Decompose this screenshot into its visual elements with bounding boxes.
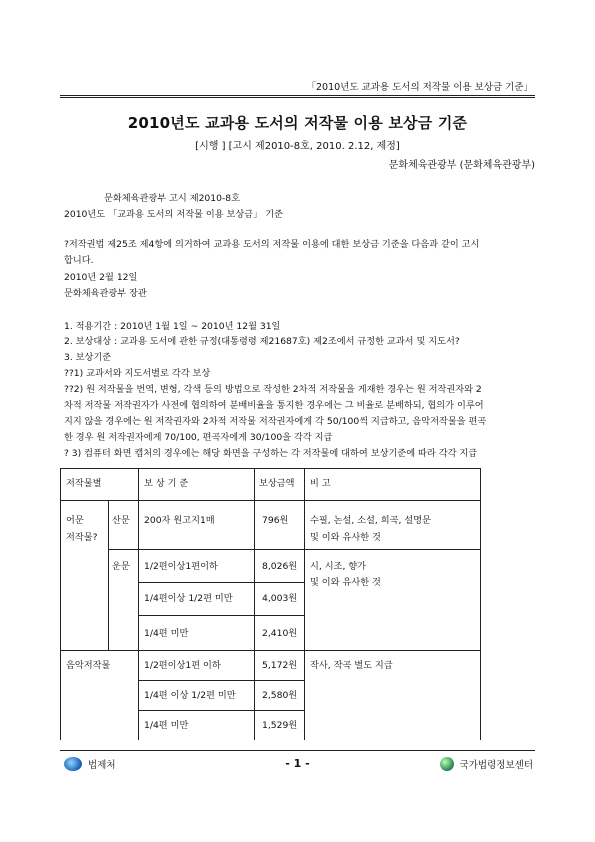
footer-right-label: 국가법령정보센터 xyxy=(459,760,533,771)
table-rule-row6 xyxy=(138,710,304,711)
minister-line: 문화체육관광부 장관 xyxy=(64,288,147,299)
sub-item-1: ??1) 교과서와 지도서별로 각각 보상 xyxy=(64,368,211,379)
sub-item-2-line-3: 지지 않을 경우에는 원 저작권자와 2차적 저작물 저작권자에게 각 50/100씩 지급하고, 음악저작물을 편곡 xyxy=(64,416,487,427)
agency-label: 문화체육관광부 (문화체육관광부) xyxy=(388,160,535,171)
document-title: 2010년도 교과용 도서의 저작물 이용 보상금 기준 xyxy=(127,114,468,132)
footer-rule xyxy=(60,750,535,751)
table-cell-category: 음악저작물 xyxy=(66,660,111,671)
table-cell-criteria: 1/4편 이상 1/2편 미만 xyxy=(144,690,236,701)
table-cell-amount: 4,003원 xyxy=(262,593,298,604)
item-1: 1. 적용기간 : 2010년 1월 1일 ~ 2010년 12월 31일 xyxy=(64,321,281,332)
table-cell-category-cont: 저작물? xyxy=(66,532,98,543)
intro-line-2: 합니다. xyxy=(64,255,94,266)
table-header-amount: 보상금액 xyxy=(259,478,295,489)
table-rule-row5 xyxy=(138,680,304,681)
notice-line-2: 2010년도 「교과용 도서의 저작물 이용 보상금」 기준 xyxy=(64,209,284,220)
table-rule-row1 xyxy=(108,549,480,550)
table-border-left xyxy=(60,468,61,740)
table-cell-criteria: 1/4편이상 1/2편 미만 xyxy=(144,593,233,604)
table-cell-category: 어문 xyxy=(66,515,84,526)
sub-item-2-line-1: ??2) 원 저작물을 번역, 변형, 각색 등의 방법으로 작성한 2차적 저작물을 게재한 경우는 원 저작권자와 2 xyxy=(64,384,482,395)
table-cell-criteria: 200자 원고지1매 xyxy=(144,515,215,526)
table-cell-subtype: 운문 xyxy=(112,561,130,572)
table-cell-amount: 1,529원 xyxy=(262,720,298,731)
table-cell-criteria: 1/4편 미만 xyxy=(144,720,189,731)
table-cell-remarks-cont: 및 이와 유사한 것 xyxy=(310,532,381,543)
table-rule-header xyxy=(60,500,480,501)
header-rule xyxy=(60,95,535,96)
table-header-remarks: 비 고 xyxy=(310,478,331,489)
table-cell-criteria: 1/4편 미만 xyxy=(144,628,189,639)
table-cell-criteria: 1/2편이상1편 이하 xyxy=(144,660,221,671)
table-cell-remarks-cont: 및 이와 유사한 것 xyxy=(310,577,381,588)
table-rule-row3 xyxy=(138,615,304,616)
table-rule-top xyxy=(60,468,480,469)
table-rule-row2 xyxy=(138,582,304,583)
table-col-divider-1 xyxy=(108,500,109,650)
notice-line-1: 문화체육관광부 고시 제2010-8호 xyxy=(104,193,241,204)
sub-item-2-line-4: 한 경우 원 저작권자에게 70/100, 편곡자에게 30/100을 각각 지급 xyxy=(64,432,333,443)
table-cell-remarks: 시, 시조, 향가 xyxy=(310,561,367,572)
table-cell-remarks: 수필, 논설, 소설, 희곡, 설명문 xyxy=(310,515,431,526)
item-2: 2. 보상대상 : 교과용 도서에 관한 규정(대통령령 제21687호) 제2조에서 규정한 교과서 및 지도서? xyxy=(64,336,460,347)
table-cell-amount: 796원 xyxy=(262,515,289,526)
document-subtitle: [시행 ] [고시 제2010-8호, 2010. 2.12, 제정] xyxy=(195,141,400,152)
date-line: 2010년 2월 12일 xyxy=(64,272,138,283)
table-col-divider-3 xyxy=(254,468,255,740)
table-col-divider-4 xyxy=(304,468,305,740)
table-header-criteria: 보 상 기 준 xyxy=(144,478,189,489)
table-cell-amount: 2,580원 xyxy=(262,690,298,701)
table-col-divider-2 xyxy=(138,468,139,740)
table-cell-subtype: 산문 xyxy=(112,515,130,526)
table-rule-music xyxy=(60,650,480,651)
sub-item-2-line-2: 차적 저작물 저작권자가 사전에 협의하여 분배비율을 통지한 경우에는 그 비율로 분배하되, 협의가 이루어 xyxy=(64,400,484,411)
item-3: 3. 보상기준 xyxy=(64,352,112,363)
footer-left-label: 법제처 xyxy=(88,760,116,771)
table-header-work: 저작물별 xyxy=(66,478,102,489)
table-cell-criteria: 1/2편이상1편이하 xyxy=(144,561,218,572)
table-cell-amount: 8,026원 xyxy=(262,561,298,572)
footer-right xyxy=(440,757,533,771)
globe-icon xyxy=(440,757,454,771)
table-cell-amount: 5,172원 xyxy=(262,660,298,671)
table-cell-amount: 2,410원 xyxy=(262,628,298,639)
table-cell-remarks: 작사, 작곡 별도 지급 xyxy=(310,660,393,671)
header-rule-2 xyxy=(60,97,535,98)
page-number: - 1 - xyxy=(285,757,310,770)
table-border-right xyxy=(480,468,481,740)
running-head: 「2010년도 교과용 도서의 저작물 이용 보상금 기준」 xyxy=(306,82,533,93)
sub-item-3: ? 3) 컴퓨터 화면 캡처의 경우에는 해당 화면을 구성하는 각 저작물에 대하여 보상기준에 따라 각각 지급 xyxy=(64,448,478,459)
intro-line-1: ?저작권법 제25조 제4항에 의거하여 교과용 도서의 저작물 이용에 대한 보상금 기준을 다음과 같이 고시 xyxy=(64,239,480,250)
